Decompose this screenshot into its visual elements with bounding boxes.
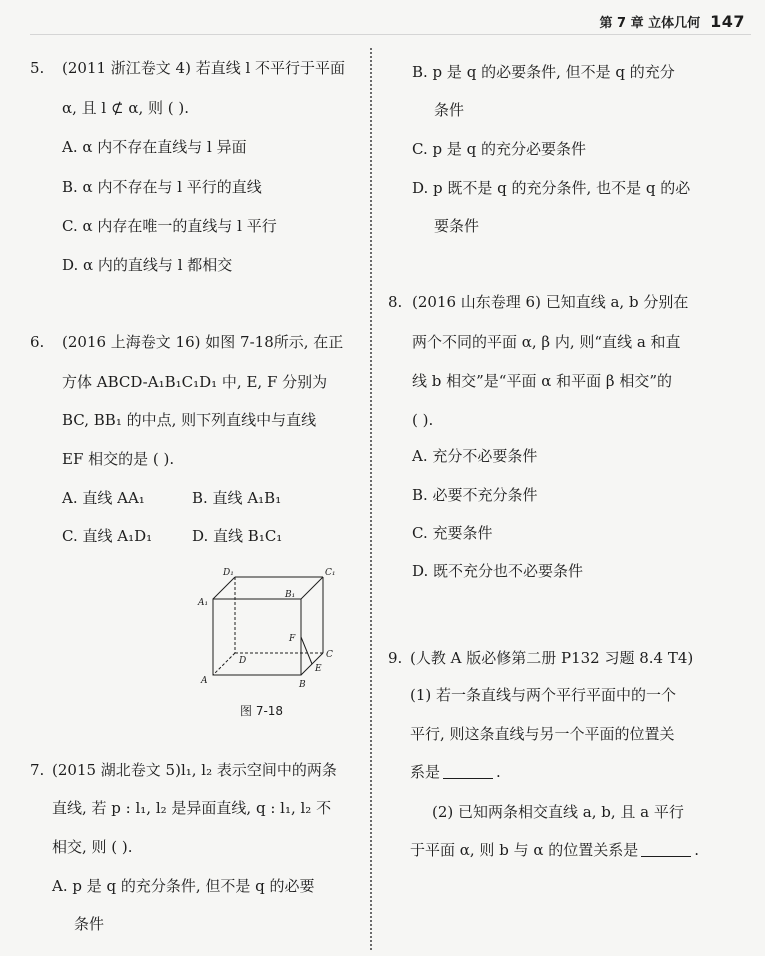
header-rule xyxy=(30,34,751,35)
q7-stem-line-2: 直线, 若 p : l₁, l₂ 是异面直线, q : l₁, l₂ 不 xyxy=(52,799,332,817)
segment-ef xyxy=(301,637,312,664)
label-b1: B₁ xyxy=(285,590,296,600)
q9-part2-line-1: (2) 已知两条相交直线 a, b, 且 a 平行 xyxy=(432,803,684,821)
front-face xyxy=(213,599,301,675)
figure-cube-7-18 xyxy=(195,565,345,695)
q9-part1-line-3: 系是 . xyxy=(410,763,501,781)
label-a1: A₁ xyxy=(198,598,209,608)
q6-stem-line-2: 方体 ABCD-A₁B₁C₁D₁ 中, E, F 分别为 xyxy=(62,373,328,391)
label-e: E xyxy=(315,664,322,674)
chapter-title: 第 7 章 立体几何 xyxy=(599,15,701,31)
q9-stem: (人教 A 版必修第二册 P132 习题 8.4 T4) xyxy=(410,649,694,667)
label-d1: D₁ xyxy=(223,568,234,578)
label-c1: C₁ xyxy=(325,568,336,578)
edge-da xyxy=(213,653,235,675)
column-divider xyxy=(370,48,372,950)
q7-option-a-cont: 条件 xyxy=(74,915,105,933)
q7-option-d: D. p 既不是 q 的充分条件, 也不是 q 的必 xyxy=(412,179,691,197)
q7-stem-line-3: 相交, 则 ( ). xyxy=(52,838,133,856)
q7-option-c: C. p 是 q 的充分必要条件 xyxy=(412,140,586,158)
q6-number: 6. xyxy=(30,333,45,351)
q9-part2-line-2: 于平面 α, 则 b 与 α 的位置关系是 . xyxy=(410,841,700,859)
q8-option-d: D. 既不充分也不必要条件 xyxy=(412,562,584,580)
q5-number: 5. xyxy=(30,59,45,77)
q7-stem-line-1: (2015 湖北卷文 5)l₁, l₂ 表示空间中的两条 xyxy=(52,761,337,779)
q9-part2-blank[interactable] xyxy=(641,855,691,857)
q6-stem-line-3: BC, BB₁ 的中点, 则下列直线中与直线 xyxy=(62,411,317,429)
q5-option-b: B. α 内不存在与 l 平行的直线 xyxy=(62,178,262,196)
q8-stem-line-3: 线 b 相交”是“平面 α 和平面 β 相交”的 xyxy=(412,372,673,390)
edge-b1c1 xyxy=(301,577,323,599)
q8-option-b: B. 必要不充分条件 xyxy=(412,486,538,504)
q6-option-c: C. 直线 A₁D₁ xyxy=(62,527,153,545)
label-a: A xyxy=(201,676,208,686)
label-c: C xyxy=(326,650,333,660)
q6-option-a: A. 直线 AA₁ xyxy=(62,489,145,507)
q7-option-b: B. p 是 q 的必要条件, 但不是 q 的充分 xyxy=(412,63,675,81)
q7-option-d-cont: 要条件 xyxy=(434,217,480,235)
q8-stem-line-2: 两个不同的平面 α, β 内, 则“直线 a 和直 xyxy=(412,333,681,351)
q5-option-c: C. α 内存在唯一的直线与 l 平行 xyxy=(62,217,277,235)
q9-part1-text: 系是 xyxy=(410,763,441,781)
page-number: 147 xyxy=(710,11,745,31)
q8-stem-line-1: (2016 山东卷理 6) 已知直线 a, b 分别在 xyxy=(412,293,689,311)
q8-option-a: A. 充分不必要条件 xyxy=(412,447,538,465)
q7-number: 7. xyxy=(30,761,45,779)
page-header xyxy=(599,8,745,34)
q8-number: 8. xyxy=(388,293,403,311)
edge-a1d1 xyxy=(213,577,235,599)
q5-stem-line-2: α, 且 l ⊄ α, 则 ( ). xyxy=(62,99,190,117)
q9-part1-line-2: 平行, 则这条直线与另一个平面的位置关 xyxy=(410,725,675,743)
q7-option-a: A. p 是 q 的充分条件, 但不是 q 的必要 xyxy=(52,877,315,895)
q9-part1-line-1: (1) 若一条直线与两个平行平面中的一个 xyxy=(410,686,677,704)
q6-stem-line-1: (2016 上海卷文 16) 如图 7-18所示, 在正 xyxy=(62,333,344,351)
q9-part1-blank[interactable] xyxy=(443,777,493,779)
q5-stem-line-1: (2011 浙江卷文 4) 若直线 l 不平行于平面 xyxy=(62,59,346,77)
q9-part2-text: 于平面 α, 则 b 与 α 的位置关系是 xyxy=(410,841,639,859)
q7-option-b-cont: 条件 xyxy=(434,101,465,119)
label-d: D xyxy=(239,656,247,666)
q8-stem-line-4: ( ). xyxy=(412,411,434,429)
q6-option-d: D. 直线 B₁C₁ xyxy=(192,527,283,545)
q8-option-c: C. 充要条件 xyxy=(412,524,493,542)
figure-caption: 图 7-18 xyxy=(240,704,284,718)
q5-option-a: A. α 内不存在直线与 l 异面 xyxy=(62,138,247,156)
q9-number: 9. xyxy=(388,649,403,667)
q6-option-b: B. 直线 A₁B₁ xyxy=(192,489,282,507)
label-f: F xyxy=(289,634,296,644)
q6-stem-line-4: EF 相交的是 ( ). xyxy=(62,450,175,468)
q5-option-d: D. α 内的直线与 l 都相交 xyxy=(62,256,233,274)
label-b: B xyxy=(299,680,306,690)
